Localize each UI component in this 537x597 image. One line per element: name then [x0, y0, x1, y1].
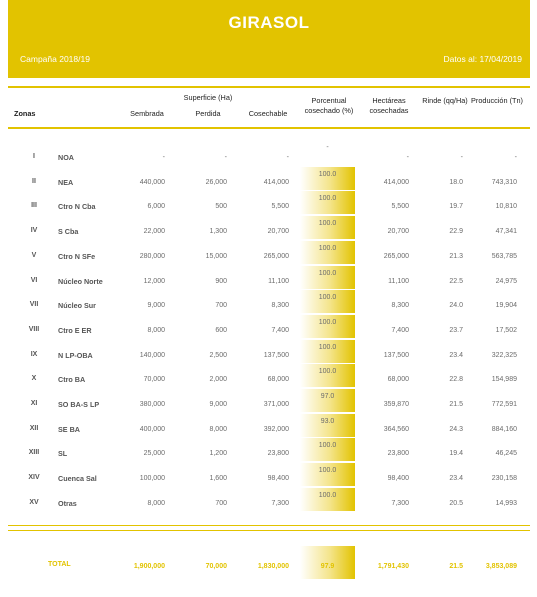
- produccion-value: 154,989: [491, 376, 517, 383]
- perdida-value: 1,300: [209, 228, 227, 235]
- sembrada-value: -: [162, 154, 165, 161]
- zone-name: NOA: [58, 153, 74, 162]
- cosechable-value: 68,000: [267, 376, 289, 383]
- data-date-label: Datos al: 17/04/2019: [443, 54, 522, 64]
- porcentual-value: 93.0: [320, 418, 335, 425]
- zone-name: Ctro N Cba: [58, 202, 96, 211]
- zone-name: Otras: [58, 499, 77, 508]
- hectareas-value: 7,400: [391, 327, 409, 334]
- col-header-produccion: Producción (Tn): [471, 96, 523, 105]
- hectareas-value: 359,870: [383, 401, 409, 408]
- sembrada-value: 140,000: [139, 352, 165, 359]
- cosechable-value: 7,400: [271, 327, 289, 334]
- sembrada-value: 100,000: [139, 475, 165, 482]
- hectareas-value: 20,700: [387, 228, 409, 235]
- total-label: TOTAL: [48, 561, 71, 568]
- rinde-value: 20.5: [449, 500, 463, 507]
- hectareas-value: 137,500: [383, 352, 409, 359]
- cosechable-value: 414,000: [263, 179, 289, 186]
- total-divider-bottom: [8, 530, 530, 531]
- produccion-value: 563,785: [491, 253, 517, 260]
- zone-number: VI: [30, 277, 38, 284]
- porcentual-value: 100.0: [318, 270, 337, 277]
- produccion-value: 46,245: [495, 450, 517, 457]
- header-divider: [8, 127, 530, 129]
- perdida-value: 700: [215, 302, 227, 309]
- zone-name: S Cba: [58, 227, 79, 236]
- porcentual-value: 100.0: [318, 319, 337, 326]
- zone-number: XI: [30, 400, 38, 407]
- porcentual-value: 100.0: [318, 245, 337, 252]
- porcentual-value: 100.0: [318, 368, 337, 375]
- porcentual-value: 100.0: [318, 195, 337, 202]
- zone-name: SL: [58, 449, 68, 458]
- rinde-value: 24.3: [449, 426, 463, 433]
- produccion-value: 772,591: [491, 401, 517, 408]
- col-header-porcentual: Porcentual cosechado (%): [304, 96, 354, 115]
- cosechable-value: 11,100: [268, 278, 289, 285]
- zone-number: VIII: [28, 326, 40, 333]
- cosechable-value: 8,300: [271, 302, 289, 309]
- sembrada-value: 9,000: [147, 302, 165, 309]
- col-header-sembrada: Sembrada: [130, 109, 164, 118]
- page-title: GIRASOL: [228, 13, 310, 32]
- total-sembrada: 1,900,000: [133, 563, 165, 570]
- total-produccion: 3,853,089: [485, 563, 517, 570]
- total-hectareas: 1,791,430: [377, 563, 409, 570]
- porcentual-value: 100.0: [318, 220, 337, 227]
- sembrada-value: 12,000: [143, 278, 165, 285]
- total-divider-top: [8, 525, 530, 526]
- zone-name: SO BA-S LP: [58, 400, 100, 409]
- sembrada-value: 400,000: [139, 426, 165, 433]
- cosechable-value: 23,800: [267, 450, 289, 457]
- cosechable-value: 20,700: [267, 228, 289, 235]
- total-rinde: 21.5: [449, 563, 463, 570]
- sembrada-value: 280,000: [139, 253, 165, 260]
- porcentual-value: 100.0: [318, 171, 337, 178]
- sembrada-value: 440,000: [139, 179, 165, 186]
- cosechable-value: 392,000: [263, 426, 289, 433]
- cosechable-value: 371,000: [263, 401, 289, 408]
- produccion-value: 14,993: [495, 500, 517, 507]
- cosechable-value: 98,400: [267, 475, 289, 482]
- porcentual-value: 97.0: [320, 393, 335, 400]
- produccion-value: -: [514, 154, 517, 161]
- perdida-value: 1,600: [209, 475, 227, 482]
- produccion-value: 24,975: [495, 278, 517, 285]
- rinde-value: 19.4: [449, 450, 463, 457]
- zone-name: N LP-OBA: [58, 351, 93, 360]
- zone-number: VII: [29, 301, 39, 308]
- total-cosechable: 1,830,000: [257, 563, 289, 570]
- sembrada-value: 380,000: [139, 401, 165, 408]
- campaign-label: Campaña 2018/19: [20, 54, 90, 64]
- sembrada-value: 8,000: [147, 327, 165, 334]
- porcentual-value: 100.0: [318, 492, 337, 499]
- zone-number: XIV: [28, 474, 40, 481]
- produccion-value: 743,310: [491, 179, 517, 186]
- col-header-zonas: Zonas: [14, 109, 36, 118]
- col-header-perdida: Perdida: [195, 109, 221, 118]
- hectareas-value: 364,560: [383, 426, 409, 433]
- rinde-value: 23.4: [449, 475, 463, 482]
- hectareas-value: 265,000: [383, 253, 409, 260]
- produccion-value: 230,158: [491, 475, 517, 482]
- perdida-value: 900: [215, 278, 227, 285]
- zone-name: SE BA: [58, 425, 80, 434]
- perdida-value: 2,000: [209, 376, 227, 383]
- produccion-value: 47,341: [495, 228, 517, 235]
- hectareas-value: 98,400: [387, 475, 409, 482]
- produccion-value: 10,810: [495, 203, 517, 210]
- cosechable-value: 5,500: [271, 203, 289, 210]
- zone-name: Ctro N SFe: [58, 252, 96, 261]
- hectareas-value: 414,000: [383, 179, 409, 186]
- zone-number: XV: [29, 499, 39, 506]
- zone-number: II: [32, 178, 36, 185]
- zone-number: XII: [29, 425, 39, 432]
- zone-name: Ctro BA: [58, 375, 86, 384]
- perdida-value: 700: [215, 500, 227, 507]
- hectareas-value: 23,800: [387, 450, 409, 457]
- produccion-value: 322,325: [491, 352, 517, 359]
- total-perdida: 70,000: [205, 563, 227, 570]
- zone-name: Cuenca Sal: [58, 474, 97, 483]
- rinde-value: 23.7: [449, 327, 463, 334]
- cosechable-value: -: [286, 154, 289, 161]
- zone-number: IX: [30, 351, 38, 358]
- rinde-value: 22.5: [449, 278, 463, 285]
- produccion-value: 19,904: [495, 302, 517, 309]
- zone-name: Núcleo Sur: [58, 301, 96, 310]
- perdida-value: 15,000: [205, 253, 227, 260]
- zone-number: IV: [30, 227, 38, 234]
- produccion-value: 17,502: [495, 327, 517, 334]
- perdida-value: -: [224, 154, 227, 161]
- rinde-value: 18.0: [449, 179, 463, 186]
- rinde-value: 21.5: [449, 401, 463, 408]
- zone-name: Núcleo Norte: [58, 277, 103, 286]
- col-header-hectareas: Hectáreas cosechadas: [369, 96, 409, 115]
- rinde-value: 24.0: [449, 302, 463, 309]
- superficie-group-header: Superficie (Ha): [183, 93, 233, 102]
- sembrada-value: 25,000: [143, 450, 165, 457]
- hectareas-value: 8,300: [391, 302, 409, 309]
- perdida-value: 8,000: [209, 426, 227, 433]
- zone-number: XIII: [28, 449, 40, 456]
- hectareas-value: 5,500: [391, 203, 409, 210]
- zone-number: III: [31, 202, 37, 209]
- sembrada-value: 22,000: [143, 228, 165, 235]
- col-header-rinde: Rinde (qq/Ha): [422, 96, 468, 105]
- zone-name: Ctro E ER: [58, 326, 92, 335]
- cosechable-value: 265,000: [263, 253, 289, 260]
- header-banner: [8, 0, 530, 78]
- porcentual-value: -: [326, 144, 329, 151]
- hectareas-value: 68,000: [387, 376, 409, 383]
- porcentual-value: 100.0: [318, 442, 337, 449]
- rinde-value: 22.9: [449, 228, 463, 235]
- col-header-cosechable: Cosechable: [248, 109, 288, 118]
- porcentual-value: 100.0: [318, 467, 337, 474]
- hectareas-value: 7,300: [391, 500, 409, 507]
- zone-number: X: [31, 375, 37, 382]
- rinde-value: -: [460, 154, 463, 161]
- hectareas-value: -: [406, 154, 409, 161]
- rinde-value: 23.4: [449, 352, 463, 359]
- perdida-value: 1,200: [209, 450, 227, 457]
- total-porcentual: 97.9: [320, 563, 335, 570]
- porcentual-value: 100.0: [318, 344, 337, 351]
- cosechable-value: 7,300: [271, 500, 289, 507]
- perdida-value: 9,000: [209, 401, 227, 408]
- rinde-value: 22.8: [449, 376, 463, 383]
- perdida-value: 600: [215, 327, 227, 334]
- hectareas-value: 11,100: [388, 278, 409, 285]
- table-top-divider: [8, 86, 530, 88]
- zone-number: I: [33, 153, 35, 160]
- sembrada-value: 6,000: [147, 203, 165, 210]
- rinde-value: 19.7: [449, 203, 463, 210]
- sembrada-value: 8,000: [147, 500, 165, 507]
- perdida-value: 500: [215, 203, 227, 210]
- perdida-value: 26,000: [205, 179, 227, 186]
- porcentual-value: 100.0: [318, 294, 337, 301]
- rinde-value: 21.3: [449, 253, 463, 260]
- cosechable-value: 137,500: [263, 352, 289, 359]
- zone-number: V: [31, 252, 37, 259]
- sembrada-value: 70,000: [143, 376, 165, 383]
- produccion-value: 884,160: [491, 426, 517, 433]
- perdida-value: 2,500: [209, 352, 227, 359]
- zone-name: NEA: [58, 178, 74, 187]
